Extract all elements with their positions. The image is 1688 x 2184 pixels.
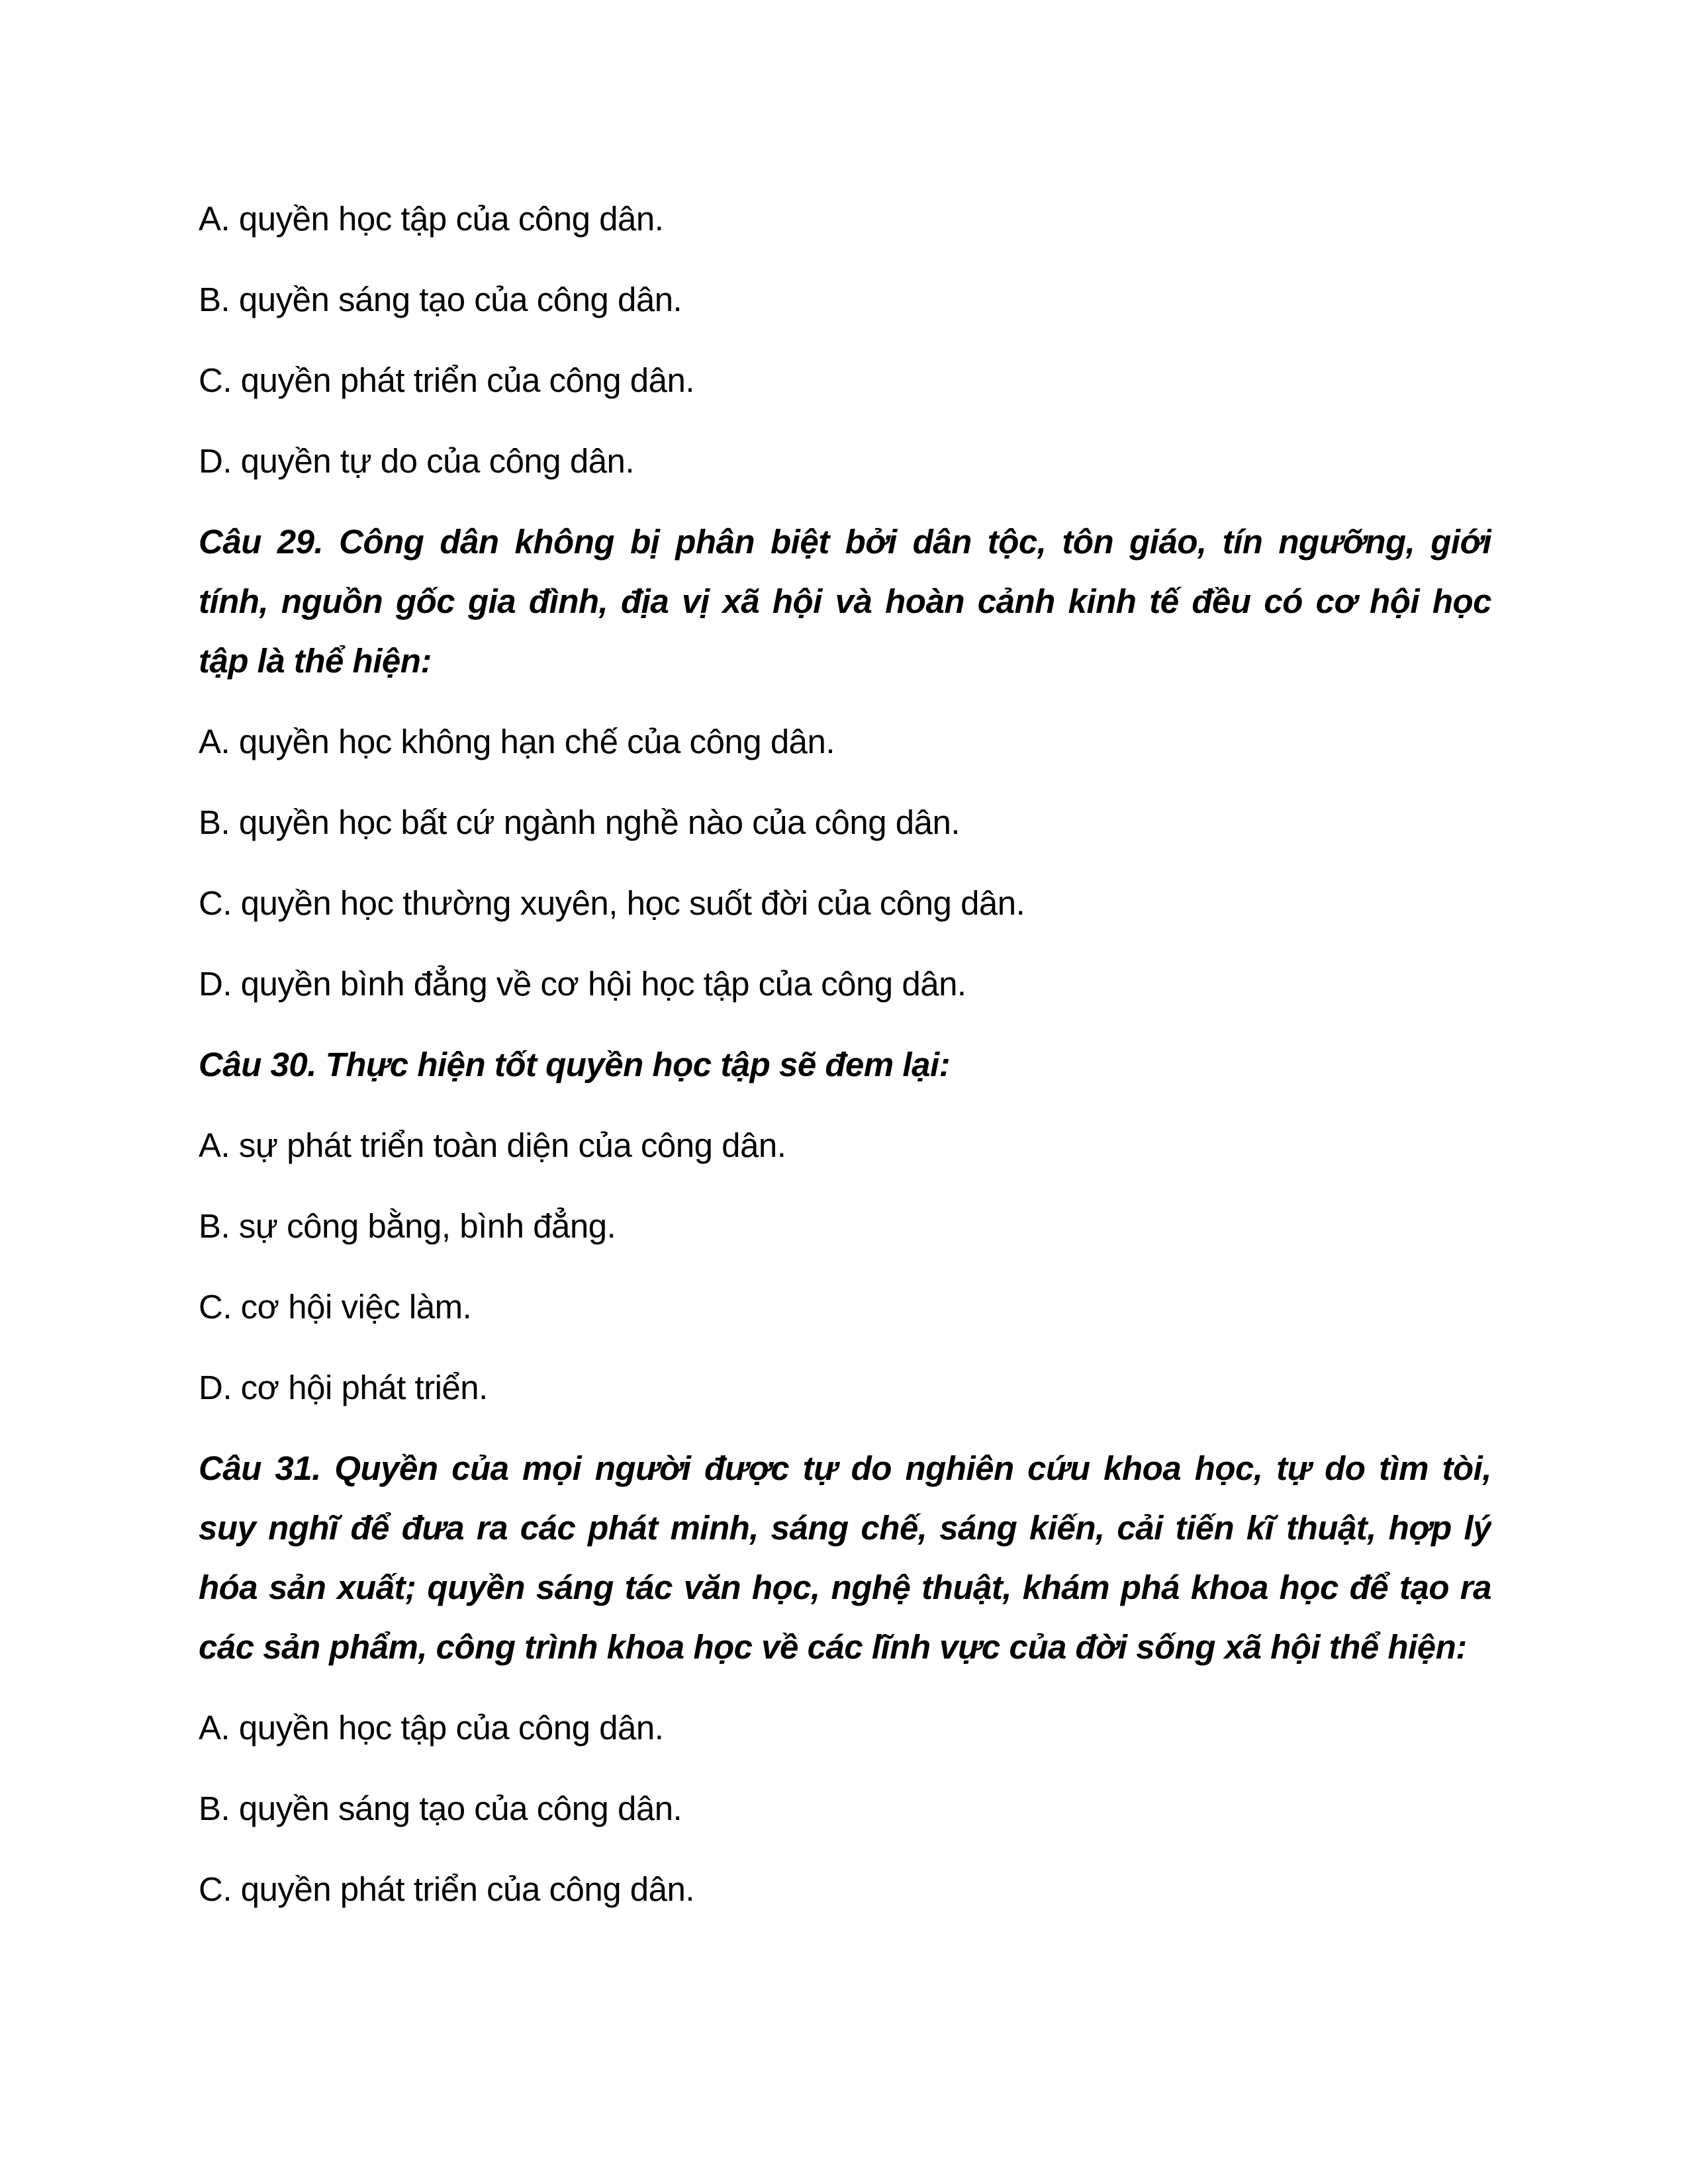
text-line: C. quyền học thường xuyên, học suốt đời của công dân. bbox=[199, 884, 1025, 922]
text-line: B. quyền sáng tạo của công dân. bbox=[199, 281, 682, 318]
text-line: tính, nguồn gốc gia đình, địa vị xã hội và hoàn cảnh kinh tế đều có cơ hội học bbox=[199, 582, 1491, 620]
text-line: B. quyền sáng tạo của công dân. bbox=[199, 1790, 682, 1827]
answer-option bbox=[199, 270, 1491, 330]
answer-option bbox=[199, 1860, 1491, 1919]
question-stem bbox=[199, 512, 1491, 691]
question-stem bbox=[199, 1439, 1491, 1677]
text-line: C. quyền phát triển của công dân. bbox=[199, 1870, 695, 1908]
text-line: B. sự công bằng, bình đẳng. bbox=[199, 1207, 616, 1245]
text-line: C. cơ hội việc làm. bbox=[199, 1288, 472, 1326]
text-line: A. quyền học tập của công dân. bbox=[199, 1709, 664, 1747]
text-line: D. quyền tự do của công dân. bbox=[199, 442, 635, 480]
answer-option bbox=[199, 1277, 1491, 1337]
document-body bbox=[199, 189, 1491, 1919]
answer-option bbox=[199, 793, 1491, 852]
text-line: A. sự phát triển toàn diện của công dân. bbox=[199, 1126, 786, 1164]
text-line: D. cơ hội phát triển. bbox=[199, 1369, 488, 1406]
text-line: A. quyền học tập của công dân. bbox=[199, 200, 664, 238]
text-line: các sản phẩm, công trình khoa học về các lĩnh vực của đời sống xã hội thể hiện: bbox=[199, 1628, 1467, 1666]
answer-option bbox=[199, 1779, 1491, 1839]
answer-option bbox=[199, 189, 1491, 249]
answer-option bbox=[199, 1358, 1491, 1418]
text-line: suy nghĩ để đưa ra các phát minh, sáng chế, sáng kiến, cải tiến kĩ thuật, hợp lý bbox=[199, 1509, 1491, 1547]
answer-option bbox=[199, 351, 1491, 410]
answer-option bbox=[199, 1116, 1491, 1175]
answer-option bbox=[199, 954, 1491, 1014]
answer-option bbox=[199, 712, 1491, 772]
text-line: B. quyền học bất cứ ngành nghề nào của công dân. bbox=[199, 803, 961, 841]
text-line: Câu 29. Công dân không bị phân biệt bởi dân tộc, tôn giáo, tín ngưỡng, giới bbox=[199, 523, 1491, 561]
answer-option bbox=[199, 1197, 1491, 1256]
question-stem bbox=[199, 1035, 1491, 1095]
answer-option bbox=[199, 874, 1491, 933]
answer-option bbox=[199, 432, 1491, 491]
text-line: D. quyền bình đẳng về cơ hội học tập của công dân. bbox=[199, 965, 966, 1003]
text-line: Câu 30. Thực hiện tốt quyền học tập sẽ đem lại: bbox=[199, 1046, 951, 1083]
text-line: hóa sản xuất; quyền sáng tác văn học, nghệ thuật, khám phá khoa học để tạo ra bbox=[199, 1569, 1491, 1606]
answer-option bbox=[199, 1698, 1491, 1758]
text-line: A. quyền học không hạn chế của công dân. bbox=[199, 723, 835, 760]
text-line: tập là thể hiện: bbox=[199, 642, 432, 680]
text-line: C. quyền phát triển của công dân. bbox=[199, 361, 695, 399]
text-line: Câu 31. Quyền của mọi người được tự do nghiên cứu khoa học, tự do tìm tòi, bbox=[199, 1449, 1491, 1487]
